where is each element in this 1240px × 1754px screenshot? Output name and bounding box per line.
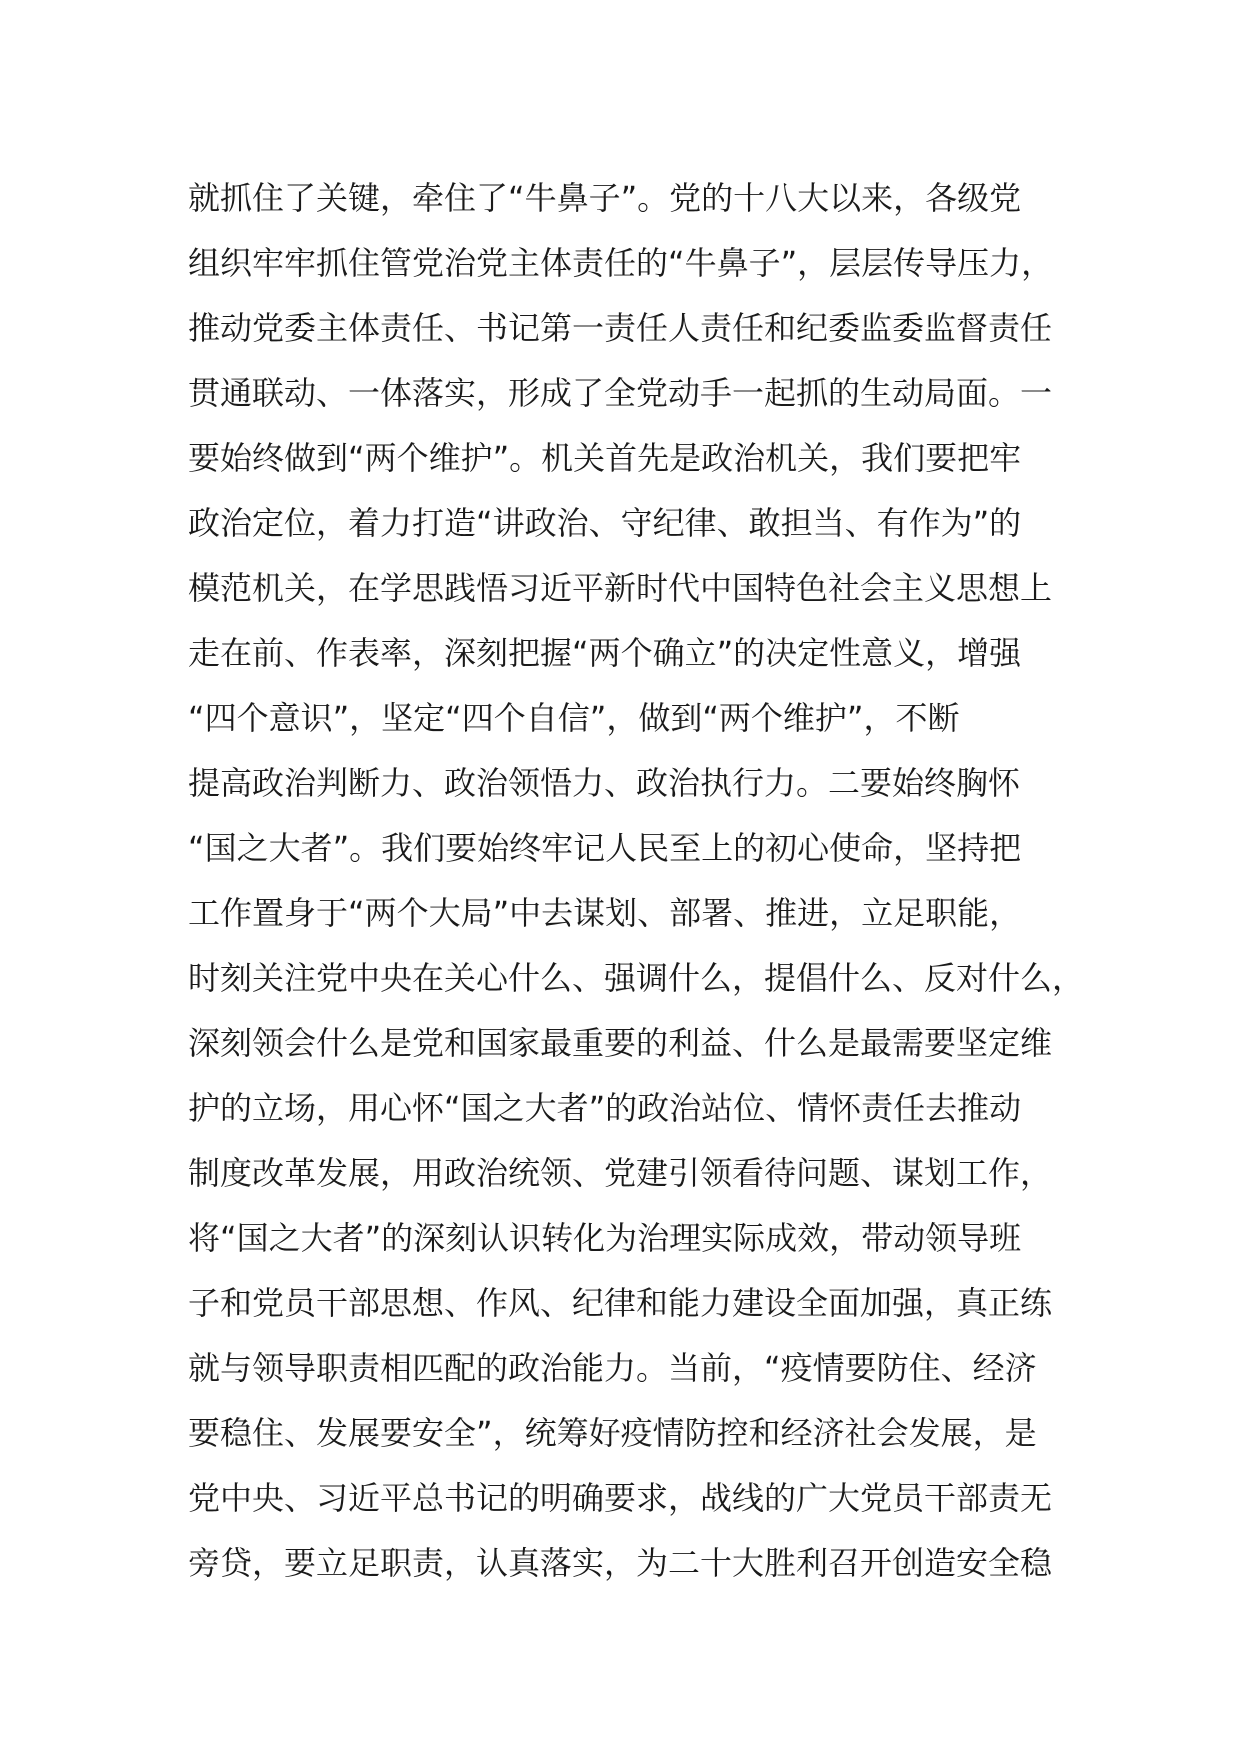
text-line: 工作置身于“两个大局”中去谋划、部署、推进，立足职能， bbox=[188, 894, 1022, 932]
text-line: 要始终做到“两个维护”。机关首先是政治机关，我们要把牢 bbox=[188, 439, 1022, 477]
text-line: 提高政治判断力、政治领悟力、政治执行力。二要始终胸怀 bbox=[188, 764, 1021, 802]
text-line: 时刻关注党中央在关心什么、强调什么，提倡什么、反对什么， bbox=[188, 959, 1085, 997]
text-line: 将“国之大者”的深刻认识转化为治理实际成效，带动领导班 bbox=[188, 1219, 1022, 1257]
text-line: 就与领导职责相匹配的政治能力。当前，“疫情要防住、经济 bbox=[188, 1349, 1037, 1387]
text-line: 推动党委主体责任、书记第一责任人责任和纪委监委监督责任 bbox=[188, 309, 1053, 347]
text-line: “国之大者”。我们要始终牢记人民至上的初心使命，坚持把 bbox=[188, 829, 1022, 867]
text-line: 旁贷，要立足职责，认真落实，为二十大胜利召开创造安全稳 bbox=[188, 1544, 1053, 1582]
text-line: 子和党员干部思想、作风、纪律和能力建设全面加强，真正练 bbox=[188, 1284, 1053, 1322]
text-line: “四个意识”，坚定“四个自信”，做到“两个维护”，不断 bbox=[188, 699, 960, 737]
text-line: 护的立场，用心怀“国之大者”的政治站位、情怀责任去推动 bbox=[188, 1089, 1022, 1127]
text-line: 制度改革发展，用政治统领、党建引领看待问题、谋划工作， bbox=[188, 1154, 1053, 1192]
text-line: 模范机关，在学思践悟习近平新时代中国特色社会主义思想上 bbox=[188, 569, 1053, 607]
text-line: 要稳住、发展要安全”，统筹好疫情防控和经济社会发展，是 bbox=[188, 1414, 1037, 1452]
body-text bbox=[188, 166, 1088, 1596]
text-line: 走在前、作表率，深刻把握“两个确立”的决定性意义，增强 bbox=[188, 634, 1022, 672]
text-line: 深刻领会什么是党和国家最重要的利益、什么是最需要坚定维 bbox=[188, 1024, 1053, 1062]
text-line: 党中央、习近平总书记的明确要求，战线的广大党员干部责无 bbox=[188, 1479, 1053, 1517]
text-line: 组织牢牢抓住管党治党主体责任的“牛鼻子”，层层传导压力， bbox=[188, 244, 1054, 282]
text-line: 贯通联动、一体落实，形成了全党动手一起抓的生动局面。一 bbox=[188, 374, 1053, 412]
text-line: 政治定位，着力打造“讲政治、守纪律、敢担当、有作为”的 bbox=[188, 504, 1022, 542]
text-line: 就抓住了关键，牵住了“牛鼻子”。党的十八大以来，各级党 bbox=[188, 179, 1022, 217]
